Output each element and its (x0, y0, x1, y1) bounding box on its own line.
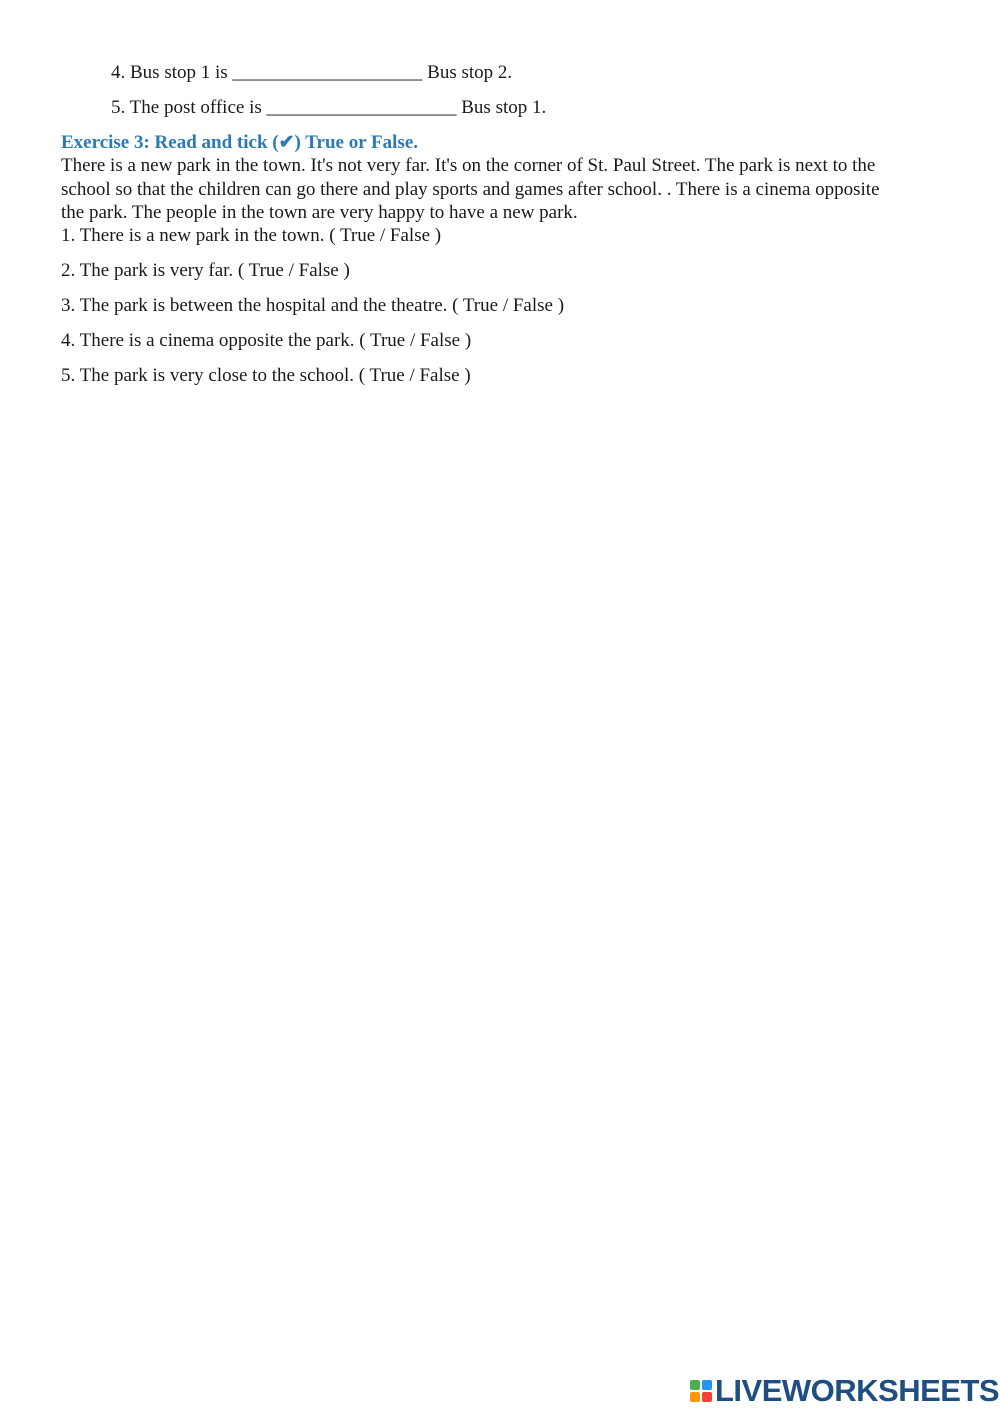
exercise2-item-5: 5. The post office is ____________________ Bus stop 1. (111, 97, 547, 118)
liveworksheets-logo (690, 1374, 999, 1408)
question-2: 2. The park is very far. ( True / False ) (61, 260, 350, 281)
passage-line: school so that the children can go there and play sports and games after school. . There is a cinema opposite (61, 178, 880, 200)
passage-line: the park. The people in the town are very happy to have a new park. (61, 202, 578, 223)
logo-mark-icon (690, 1380, 712, 1402)
exercise3-heading: Exercise 3: Read and tick (✔) True or False. (61, 132, 419, 153)
question-4: 4. There is a cinema opposite the park. ( True / False ) (61, 330, 472, 351)
exercise3-reading-passage (61, 154, 941, 225)
question-5: 5. The park is very close to the school. ( True / False ) (61, 365, 471, 386)
exercise2-item-4: 4. Bus stop 1 is ____________________ Bus stop 2. (111, 62, 513, 83)
question-3: 3. The park is between the hospital and the theatre. ( True / False ) (61, 295, 565, 316)
logo-square (702, 1380, 712, 1390)
logo-square (690, 1392, 700, 1402)
question-1: 1. There is a new park in the town. ( True / False ) (61, 225, 442, 246)
logo-square (702, 1392, 712, 1402)
logo-square (690, 1380, 700, 1390)
logo-text: LIVEWORKSHEETS (715, 1373, 1000, 1408)
passage-line: There is a new park in the town. It's not very far. It's on the corner of St. Paul Street. The park is next to the (61, 155, 876, 176)
